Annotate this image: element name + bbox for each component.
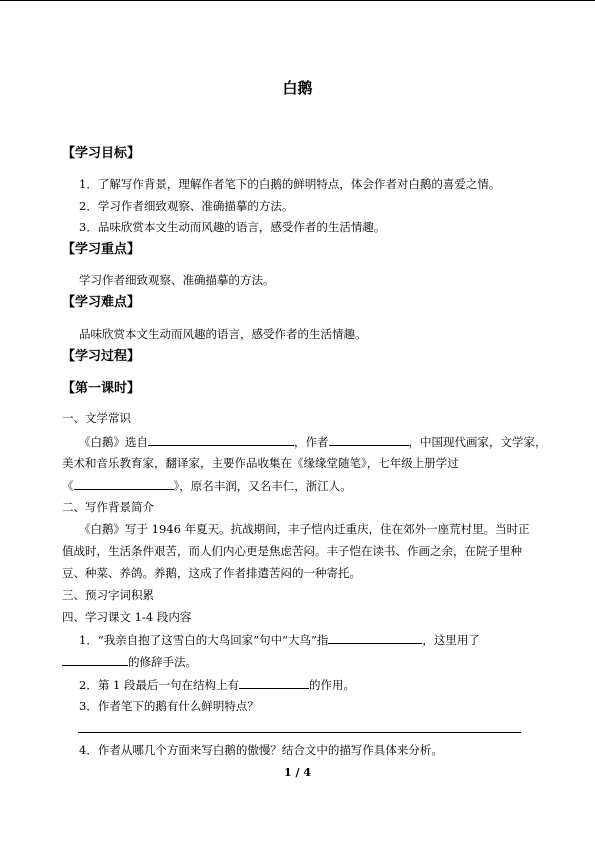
blank-big-bird[interactable] — [328, 631, 422, 644]
question-3: 3．作者笔下的鹅有什么鲜明特点？ — [79, 699, 259, 713]
objective-item-2: 2．学习作者细致观察、准确描摹的方法。 — [79, 199, 294, 213]
section3-title: 三、预习字词积累 — [62, 588, 154, 602]
question-4: 4．作者从哪几个方面来写白鹅的傲慢？结合文中的描写作具体来分析。 — [79, 743, 443, 757]
section4-title: 四、学习课文 1-4 段内容 — [62, 610, 192, 624]
section1-line-3: 《 》，原名丰润，又名丰仁，浙江人。 — [62, 479, 352, 493]
page-title: 白鹅 — [282, 79, 313, 97]
key-points-text: 学习作者细致观察、准确描摹的方法。 — [79, 273, 275, 287]
section2-line-3: 豆、种菜、养鸽。养鹅，这成了作者排遣苦闷的一种寄托。 — [62, 566, 361, 580]
page-number: 1 / 4 — [284, 766, 311, 779]
difficulties-heading: 【学习难点】 — [62, 295, 141, 310]
objectives-heading: 【学习目标】 — [62, 146, 141, 161]
section1-line-2: 美术和音乐教育家，翻译家，主要作品收集在《缘缘堂随笔》，七年级上册学过 — [62, 456, 459, 470]
question-1-cont: 的修辞手法。 — [62, 653, 197, 670]
section2-line-1: 《白鹅》写于 1946 年夏天。抗战期间，丰子恺内迁重庆，住在郊外一座荒村里。当时正 — [79, 522, 530, 536]
blank-source[interactable] — [148, 433, 294, 446]
lesson1-heading: 【第一课时】 — [62, 381, 141, 396]
objective-item-1: 1．了解写作背景，理解作者笔下的白鹅的鲜明特点，体会作者对白鹅的喜爱之情。 — [79, 177, 501, 191]
page-top-border — [0, 0, 595, 1]
section1-line-1: 《白鹅》选自 ，作者 ，中国现代画家，文学家， — [79, 435, 547, 449]
blank-rhetoric[interactable] — [62, 653, 128, 666]
section1-title: 一、文学常识 — [62, 411, 131, 425]
objective-item-3: 3．品味欣赏本文生动而风趣的语言，感受作者的生活情趣。 — [79, 220, 386, 234]
question-1: 1．“我亲自抱了这雪白的大鸟回家”句中“大鸟”指 ，这里用了 — [79, 633, 480, 647]
answer-line-q3[interactable] — [78, 732, 521, 733]
difficulties-text: 品味欣赏本文生动而风趣的语言，感受作者的生活情趣。 — [79, 327, 367, 341]
blank-earlier-work[interactable] — [74, 477, 174, 490]
process-heading: 【学习过程】 — [62, 349, 141, 364]
question-2: 2．第 1 段最后一句在结构上有 的作用。 — [79, 678, 355, 692]
section2-line-2: 值战时，生活条件艰苦，而人们内心更是焦虑苦闷。丰子恺在读书、作画之余，在院子里种 — [62, 544, 522, 558]
key-points-heading: 【学习重点】 — [62, 242, 141, 257]
blank-structure[interactable] — [239, 676, 309, 689]
section2-title: 二、写作背景简介 — [62, 500, 154, 514]
blank-author[interactable] — [329, 433, 409, 446]
